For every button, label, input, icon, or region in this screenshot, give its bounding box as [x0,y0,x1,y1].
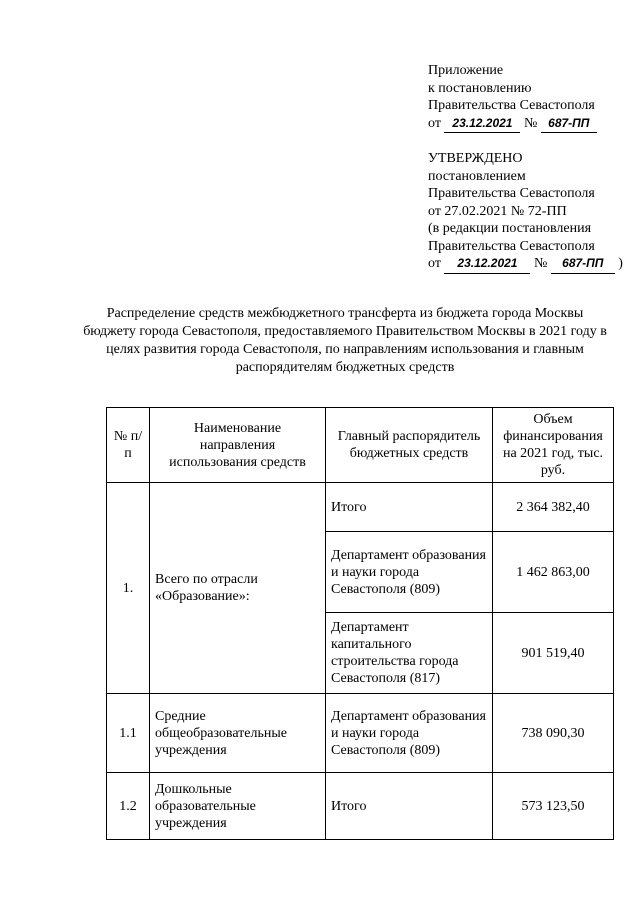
row11-num: 1.1 [107,694,150,773]
row12-name: Дошкольные образовательные учреждения [150,773,326,840]
table-row [107,483,614,532]
approved-date-line [428,255,623,274]
row1-name: Всего по отрасли «Образование»: [150,483,326,694]
approved-close: ) [618,256,623,271]
row1-amount-809: 1 462 863,00 [493,532,614,613]
row1-distributor-817: Департамент капитального строительства города Севастополя (817) [326,613,493,694]
row1-amount-total: 2 364 382,40 [493,483,614,532]
approved-line2: постановлением [428,168,526,184]
header-num: № п/п [107,408,150,483]
document-title: Распределение средств межбюджетного трансферта из бюджета города Москвы бюджету города Севастополя, предоставляемого Правительством Москвы в 2021 году в целях развития города Севастополя, по направлениям использования и главным распорядителям бюджетных средств [83,306,607,375]
approved-line3: Правительства Севастополя [428,186,595,201]
row12-num: 1.2 [107,773,150,840]
appendix-num-prefix: № [523,115,538,131]
approved-line4: от 27.02.2021 № 72-ПП [428,203,567,219]
appendix-block [428,62,597,133]
row1-distributor-total: Итого [326,483,493,532]
row11-name: Средние общеобразовательные учреждения [150,694,326,773]
header-amount: Объем финансирования на 2021 год, тыс. руб. [493,408,614,483]
approved-date: 23.12.2021 [444,255,530,274]
row1-distributor-809: Департамент образования и науки города Севастополя (809) [326,532,493,613]
appendix-line1: Приложение [428,63,504,78]
approved-date-prefix: от [428,256,441,271]
appendix-line3: Правительства Севастополя [428,98,595,113]
approved-num: 687-ПП [551,255,615,274]
table-header-row [107,408,614,483]
appendix-date-line [428,115,597,134]
header-distributor: Главный распорядитель бюджетных средств [326,408,493,483]
appendix-num: 687-ПП [541,115,597,134]
budget-table [106,407,614,840]
row1-amount-817: 901 519,40 [493,613,614,694]
row1-num: 1. [107,483,150,694]
row12-amount: 573 123,50 [493,773,614,840]
approved-line6: Правительства Севастополя [428,238,595,254]
approved-block [428,150,623,274]
row11-amount: 738 090,30 [493,694,614,773]
approved-line5: (в редакции постановления [428,221,592,236]
appendix-date-prefix: от [428,115,441,131]
appendix-date: 23.12.2021 [444,115,520,134]
appendix-line2: к постановлению [428,80,532,96]
approved-line1: УТВЕРЖДЕНО [428,151,523,166]
approved-num-prefix: № [533,256,548,271]
header-direction: Наименование направления использования средств [150,408,326,483]
row12-distributor: Итого [326,773,493,840]
table-row [107,773,614,840]
row11-distributor: Департамент образования и науки города Севастополя (809) [326,694,493,773]
table-row [107,694,614,773]
